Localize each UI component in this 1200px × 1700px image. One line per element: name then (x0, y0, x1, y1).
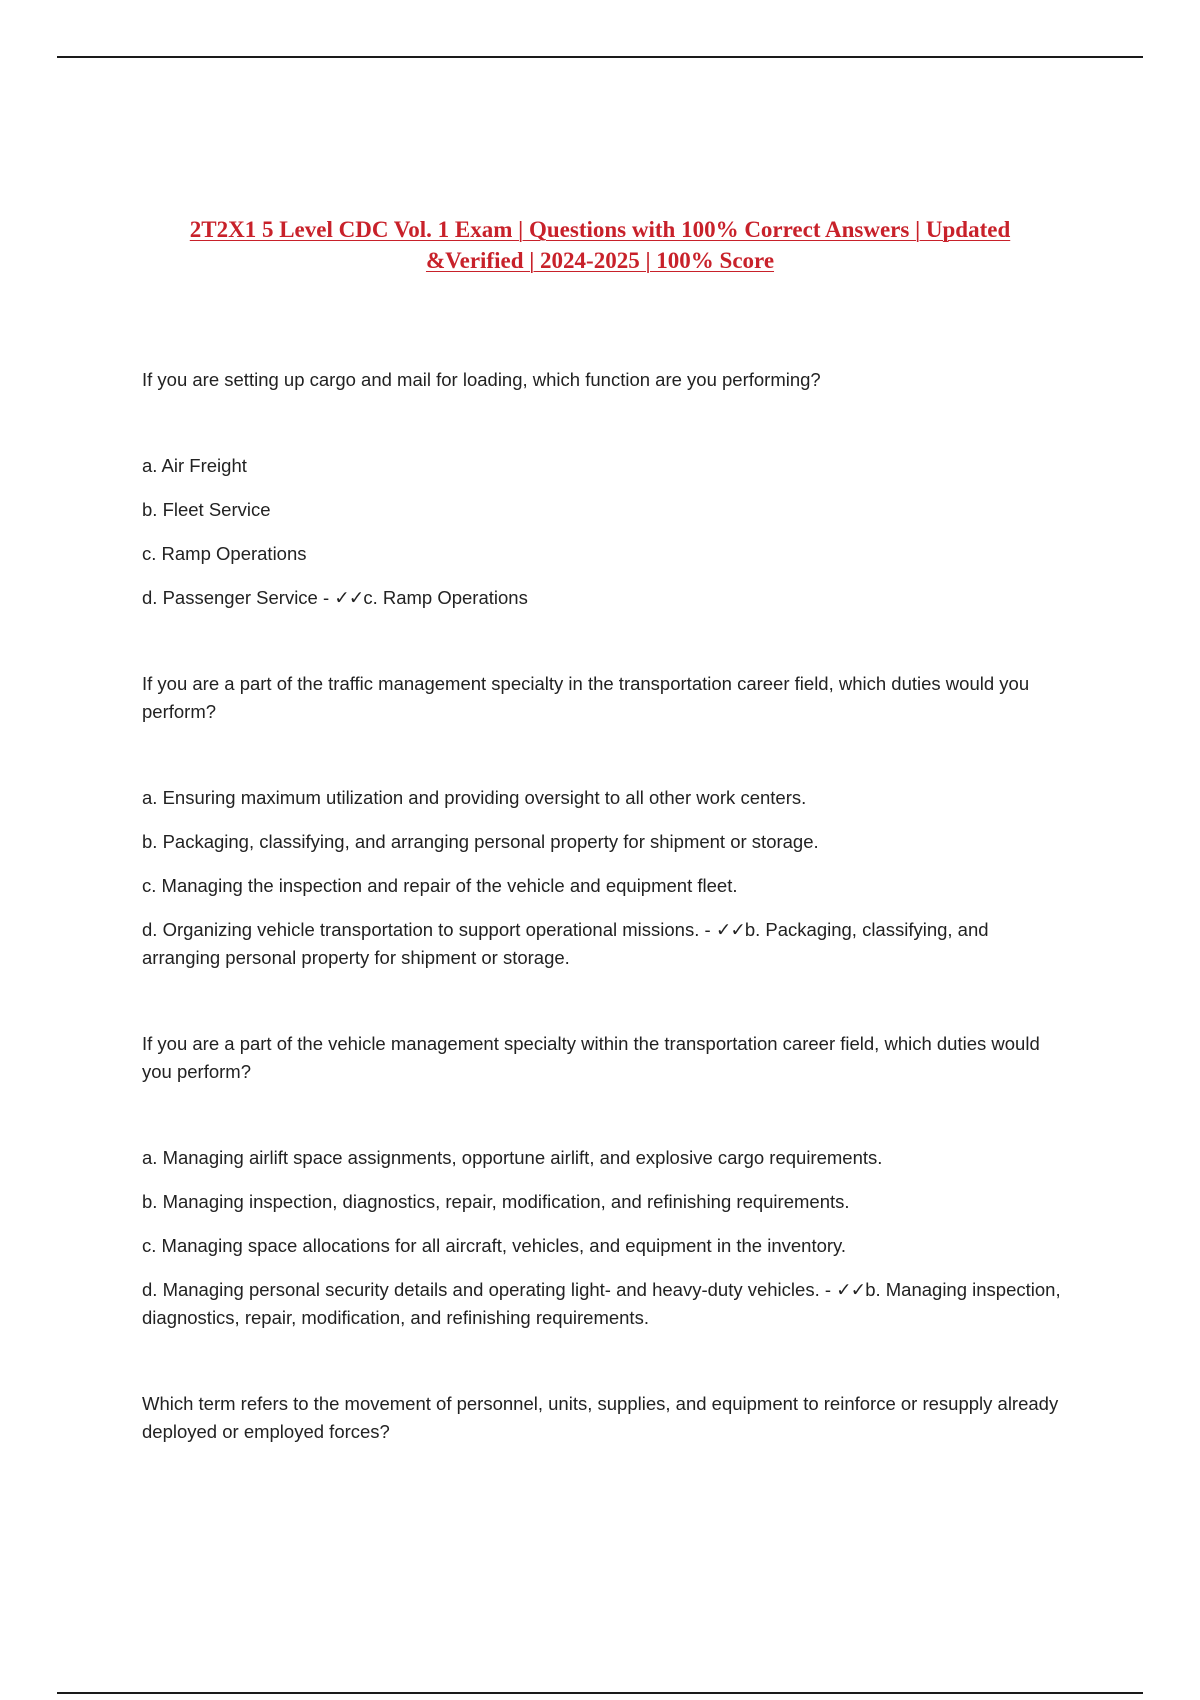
option-b: b. Managing inspection, diagnostics, repair, modification, and refinishing requirements. (142, 1191, 850, 1212)
option-b: b. Fleet Service (142, 499, 271, 520)
option-c: c. Managing space allocations for all aircraft, vehicles, and equipment in the inventory. (142, 1235, 847, 1256)
option-d: d. Passenger Service (142, 587, 318, 608)
question-block (142, 366, 1062, 612)
bottom-rule (57, 1692, 1143, 1694)
option-c: c. Managing the inspection and repair of the vehicle and equipment fleet. (142, 875, 738, 896)
option-c: c. Ramp Operations (142, 543, 307, 564)
option-d-with-answer: d. Passenger Service - ✓✓c. Ramp Operations (142, 587, 528, 608)
option-a: a. Managing airlift space assignments, opportune airlift, and explosive cargo requirements. (142, 1147, 883, 1168)
question-text: If you are a part of the traffic management specialty in the transportation career field, which duties would you perform? (142, 673, 1030, 722)
document-title: 2T2X1 5 Level CDC Vol. 1 Exam | Questions with 100% Correct Answers | Updated &Verified | 2024-2025 | 100% Score (189, 217, 1011, 273)
option-a: a. Ensuring maximum utilization and providing oversight to all other work centers. (142, 787, 807, 808)
correct-answer: c. Ramp Operations (363, 587, 528, 608)
question-block (142, 1390, 1062, 1446)
correct-answer: b. Managing inspection, diagnostics, repair, modification, and refinishing requirements. (142, 1279, 1061, 1328)
check-icon: ✓✓ (836, 1279, 866, 1300)
question-block (142, 670, 1062, 972)
check-icon: ✓✓ (334, 587, 364, 608)
option-b: b. Packaging, classifying, and arranging personal property for shipment or storage. (142, 831, 819, 852)
correct-answer: b. Packaging, classifying, and arranging personal property for shipment or storage. (142, 919, 989, 968)
question-block (142, 1030, 1062, 1332)
question-text: Which term refers to the movement of personnel, units, supplies, and equipment to reinforce or resupply already deployed or employed forces? (142, 1393, 1059, 1442)
option-d: d. Organizing vehicle transportation to support operational missions. (142, 919, 700, 940)
option-d-with-answer: d. Managing personal security details and operating light- and heavy-duty vehicles. - ✓✓b. Managing inspection, diagnostics, repair, modification, and refinishing requirements. (142, 1279, 1061, 1328)
top-rule (57, 56, 1143, 58)
option-a: a. Air Freight (142, 455, 247, 476)
option-d-with-answer: d. Organizing vehicle transportation to support operational missions. - ✓✓b. Packaging, classifying, and arranging personal property for shipment or storage. (142, 919, 989, 968)
question-list (142, 366, 1062, 1504)
question-text: If you are a part of the vehicle management specialty within the transportation career field, which duties would you perform? (142, 1033, 1040, 1082)
check-icon: ✓✓ (715, 919, 745, 940)
question-text: If you are setting up cargo and mail for loading, which function are you performing? (142, 369, 821, 390)
option-d: d. Managing personal security details and operating light- and heavy-duty vehicles. (142, 1279, 820, 1300)
